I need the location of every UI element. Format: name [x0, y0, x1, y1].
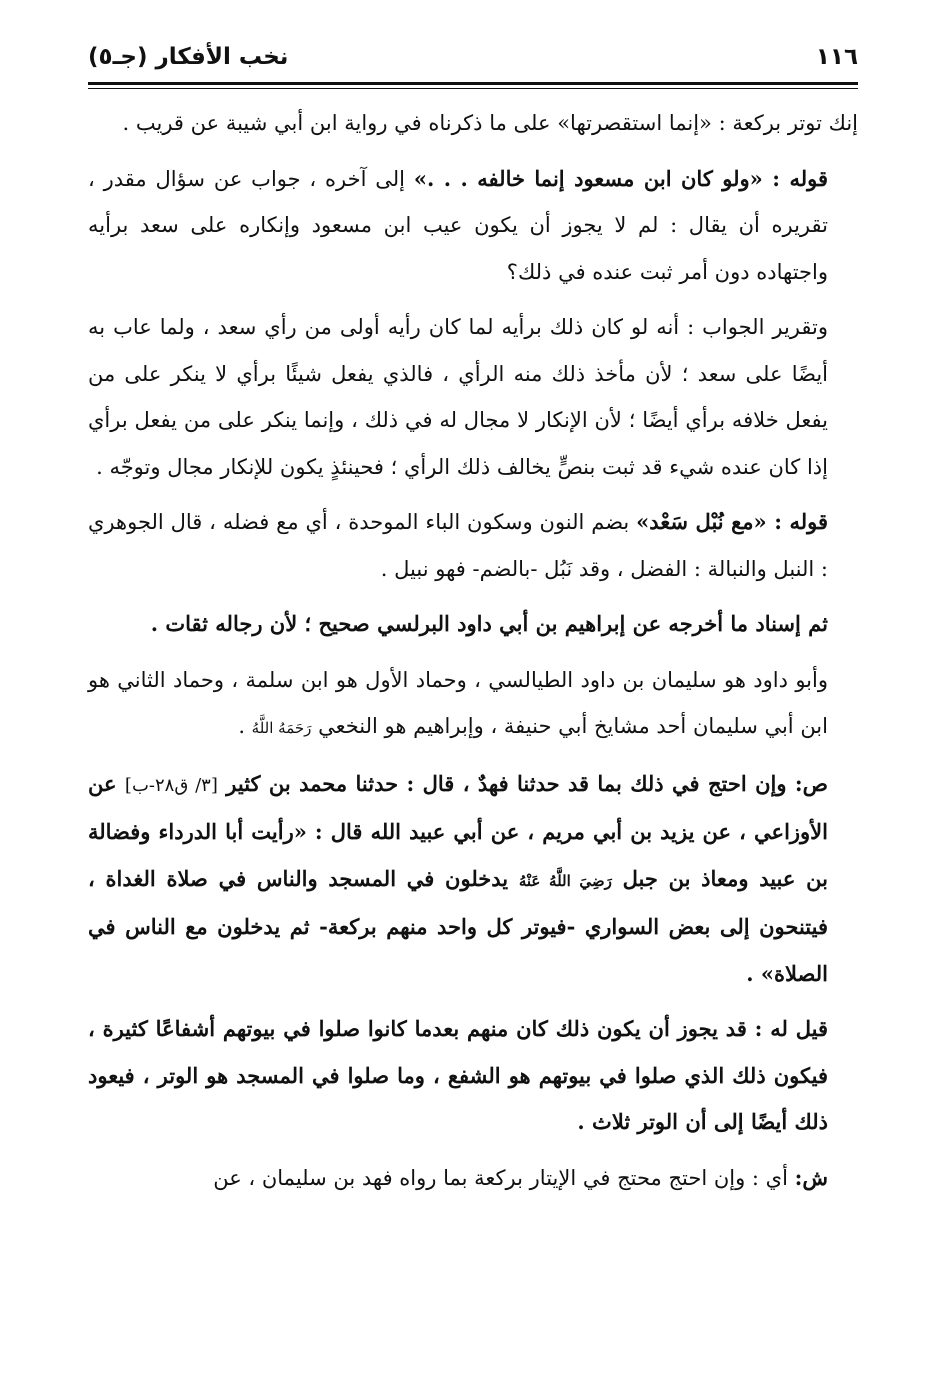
commentary-marker: ش:	[794, 1164, 828, 1190]
page-number: ١١٦	[815, 44, 858, 70]
paragraph-7: ص: وإن احتج في ذلك بما قد حدثنا فهدٌ ، قال : حدثنا محمد بن كثير [٣/ ق٢٨-ب] عن الأوزاعي ، عن يزيد بن أبي مريم ، عن أبي عبيد الله قال : «رأيت أبا الدرداء وفضالة بن عبيد ومعاذ بن جبل رَضِيَ اللَّهُ عَنْهُ يدخلون في المسجد والناس في صلاة الغداة ، فيتنحون إلى بعض السواري -فيوتر كل واحد منهم بركعة- ثم يدخلون مع الناس في الصلاة» .	[88, 770, 829, 986]
page-header	[88, 34, 858, 80]
text-marker: ص:	[794, 770, 829, 796]
commentary-lead: قوله : «ولو كان ابن مسعود إنما خالفه . . .»	[413, 165, 829, 191]
honorific: رَضِيَ اللَّهُ عَنْهُ	[518, 871, 612, 890]
manuscript-ref: [٣/ ق٢٨-ب]	[124, 774, 218, 796]
header-rule-thin	[88, 88, 858, 89]
header-rule-thick	[88, 82, 858, 85]
paragraph-1: إنك توتر بركعة : «إنما استقصرتها» على ما ذكرناه في رواية ابن أبي شيبة عن قريب .	[122, 111, 858, 135]
book-title: نخب الأفكار (جـ٥)	[88, 44, 289, 70]
paragraph-8: قيل له : قد يجوز أن يكون ذلك كان منهم بعدما كانوا صلوا في بيوتهم أشفاعًا كثيرة ، فيكون ذلك الذي صلوا في بيوتهم هو الشفع ، وما صلوا في المسجد هو الوتر ، فيعود ذلك أيضًا إلى أن الوتر ثلاث .	[88, 1016, 828, 1134]
main-text	[88, 100, 858, 1201]
honorific: رَحَمَهُ اللَّهُ	[251, 719, 312, 737]
paragraph-5: ثم إسناد ما أخرجه عن إبراهيم بن أبي داود البرلسي صحيح ؛ لأن رجاله ثقات .	[150, 611, 828, 636]
paragraph-3: وتقرير الجواب : أنه لو كان ذلك برأيه لما كان رأيه أولى من رأي سعد ، ولما عاب به أيضًا على سعد ؛ لأن مأخذ ذلك منه الرأي ، فالذي يفعل شيئًا برأي لا ينكر على من يفعل خلافه برأي أيضًا ؛ لأن الإنكار لا مجال له في ذلك ، وإنما ينكر على من يفعل برأي إذا كان عنده شيء قد ثبت بنصٍّ يخالف ذلك الرأي ؛ فحينئذٍ يكون للإنكار مجال وتوجّه .	[88, 315, 828, 479]
paragraph-2: قوله : «ولو كان ابن مسعود إنما خالفه . . .» إلى آخره ، جواب عن سؤال مقدر ، تقريره أن يقال : لم لا يجوز أن يكون عيب ابن مسعود وإنكاره على سعد برأيه واجتهاده دون أمر ثبت عنده في ذلك؟	[88, 165, 829, 284]
commentary-lead: قوله : «مع نُبْل سَعْد»	[636, 509, 828, 534]
paragraph-9: ش: أي : وإن احتج محتج في الإيتار بركعة بما رواه فهد بن سليمان ، عن	[213, 1164, 828, 1190]
paragraph-6: وأبو داود هو سليمان بن داود الطيالسي ، وحماد الأول هو ابن سلمة ، وحماد الثاني هو ابن أبي سليمان أحد مشايخ أبي حنيفة ، وإبراهيم هو النخعي رَحَمَهُ اللَّهُ .	[88, 667, 828, 738]
paragraph-4: قوله : «مع نُبْل سَعْد» بضم النون وسكون الباء الموحدة ، أي مع فضله ، قال الجوهري : النبل والنبالة : الفضل ، وقد نَبُل -بالضم- فهو نبيل .	[88, 509, 828, 581]
